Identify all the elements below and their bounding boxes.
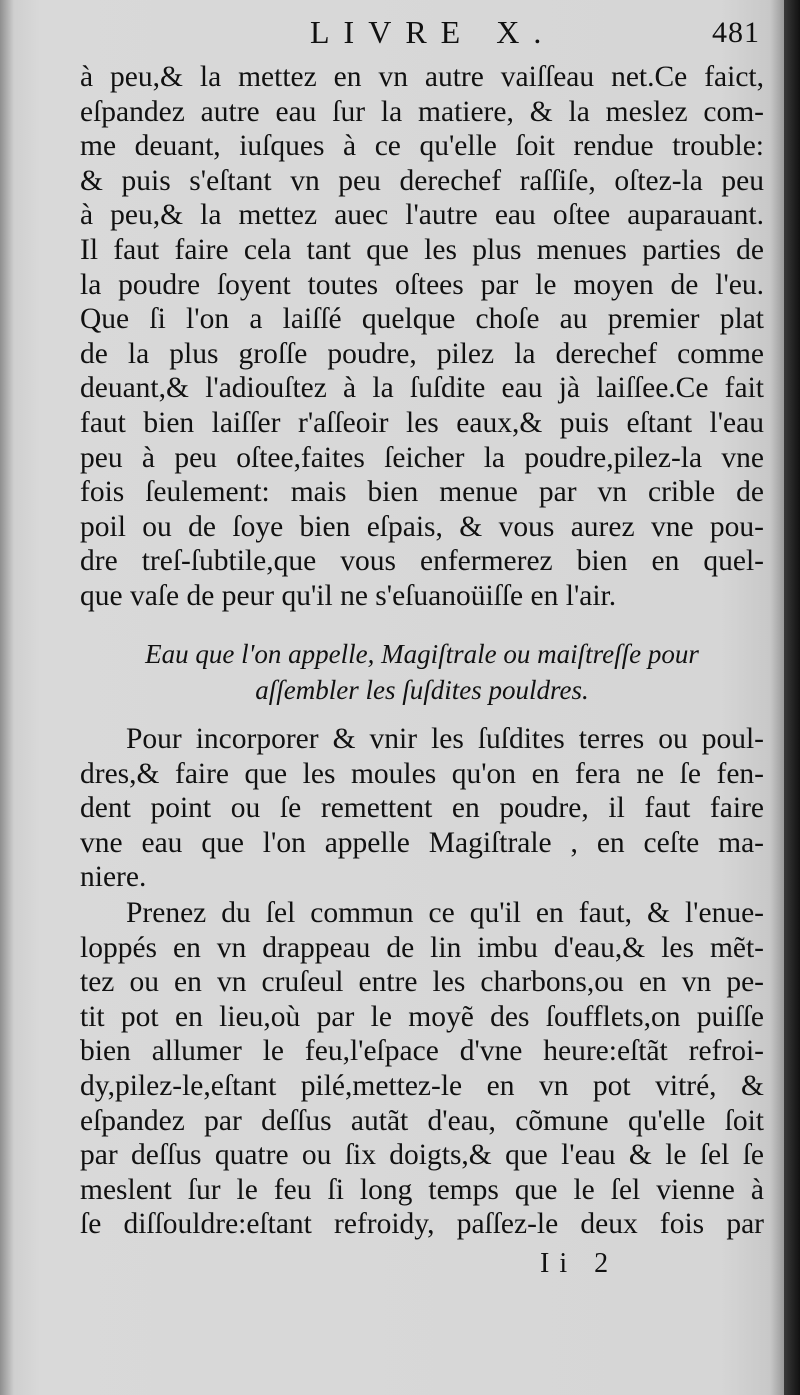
text-line: niere. [80,861,147,894]
text-line: la poudre ſoyent toutes oſtees par le moyen de l'eu. [80,268,764,301]
text-line: dres,& faire que les moules qu'on en fera ne ſe fen- [80,757,764,790]
text-line: à peu,& la mettez auec l'autre eau oſtee auparauant. [80,199,764,232]
text-line: dy,pilez-le,eſtant pilé,mettez-le en vn pot vitré, & [80,1069,764,1102]
text-line: de la plus groſſe poudre, pilez la derechef comme [80,337,764,370]
text-line: tez ou en vn cruſeul entre les charbons,ou en vn pe- [80,966,764,999]
heading-line: Eau que l'on appelle, Magiſtrale ou maiſtreſſe pour [145,639,699,669]
text-line: dent point ou ſe remettent en poudre, il faut faire [80,792,764,825]
signature-mark: Ii 2 [540,1248,619,1279]
text-line: peu à peu oſtee,faites ſeicher la poudre,pilez-la vne [80,441,764,474]
text-line: me deuant, iuſques à ce qu'elle ſoit rendue trouble: [80,130,764,163]
text-line: & puis s'eſtant vn peu derechef raſſiſe, oſtez-la peu [80,164,764,197]
text-line: eſpandez autre eau ſur la matiere, & la meslez com- [80,95,764,128]
heading-line: aſſembler les ſuſdites pouldres. [255,675,589,705]
text-line: par deſſus quatre ou ſix doigts,& que l'eau & le ſel ſe [80,1139,764,1172]
text-line: eſpandez par deſſus autãt d'eau, cõmune qu'elle ſoit [80,1104,764,1137]
text-line: deuant,& l'adiouſtez à la ſuſdite eau jà laiſſee.Ce fait [80,372,764,405]
text-line: poil ou de ſoye bien eſpais, & vous aurez vne pou- [80,510,764,543]
text-line: Prenez du ſel commun ce qu'il en faut, & l'enue- [126,897,764,929]
text-line: Il faut faire cela tant que les plus menues parties de [80,233,764,266]
text-line: Pour incorporer & vnir les ſuſdites terres ou poul- [126,723,764,755]
text-line: dre treſ-ſubtile,que vous enfermerez bien en quel- [80,545,764,578]
running-head: LIVRE X. [310,14,556,50]
paragraph-3 [80,896,764,1242]
text-line: faut bien laiſſer r'aſſeoir les eaux,& puis eſtant l'eau [80,406,764,439]
page-number: 481 [712,16,760,49]
text-line: meslent ſur le feu ſi long temps que le ſel vienne à [80,1173,764,1206]
text-line: ſe diſſouldre:eſtant refroidy, paſſez-le deux fois par [80,1208,764,1241]
text-line: vne eau que l'on appelle Magiſtrale , en ceſte ma- [80,826,764,859]
text-line: à peu,& la mettez en vn autre vaiſſeau net.Ce faict, [80,61,764,93]
text-line: loppés en vn drappeau de lin imbu d'eau,& les mẽt- [80,931,764,964]
page-edge-shadow [784,0,800,1395]
text-line: fois ſeulement: mais bien menue par vn crible de [80,476,764,509]
text-line: bien allumer le feu,l'eſpace d'vne heure:eſtãt refroi- [80,1035,764,1068]
text-line: tit pot en lieu,où par le moyẽ des ſoufflets,on puiſſe [80,1000,764,1033]
paragraph-1 [80,60,764,614]
text-line: Que ſi l'on a laiſſé quelque choſe au premier plat [80,303,764,336]
text-line: que vaſe de peur qu'il ne s'eſuanoüiſſe en l'air. [80,579,617,612]
section-heading [80,636,764,708]
page-header [80,14,760,58]
paragraph-2 [80,722,764,895]
